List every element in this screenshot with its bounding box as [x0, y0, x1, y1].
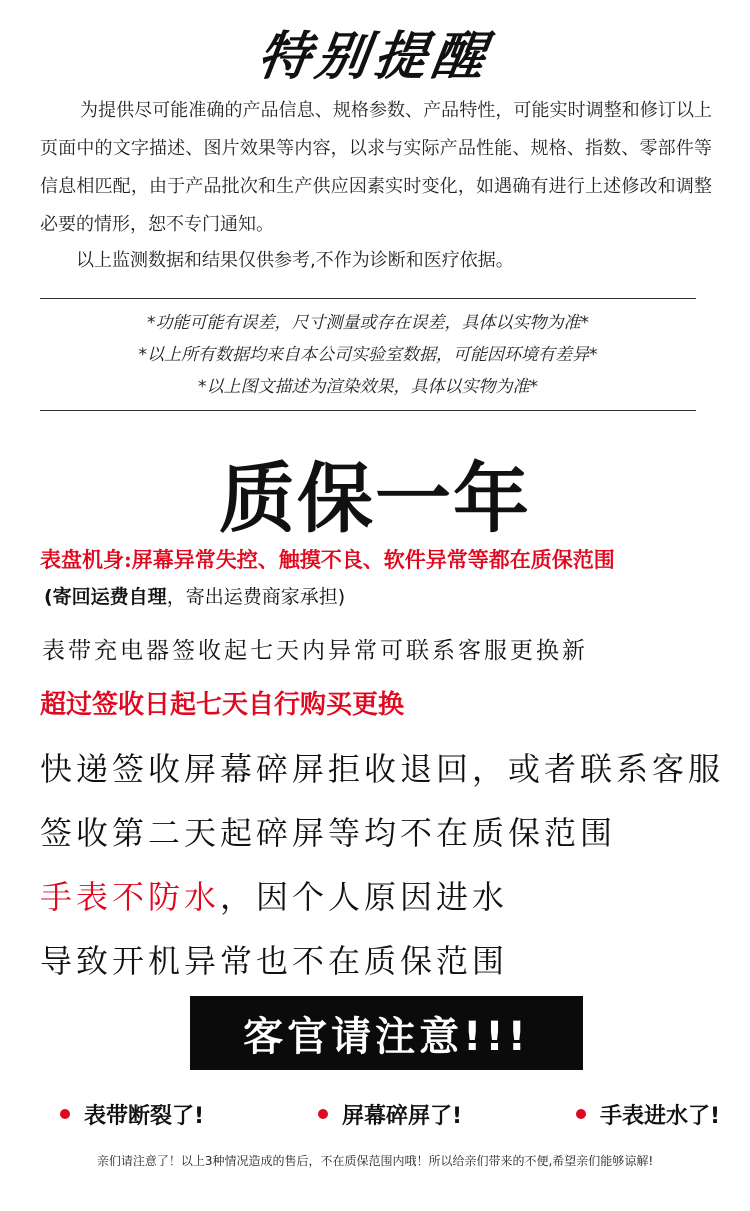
after-sales-footnote: 亲们请注意了！以上3种情况造成的售后，不在质保范围内哦！所以给亲们带来的不便,希望亲们能够谅解!	[96, 1154, 654, 1168]
divider-top	[40, 298, 696, 299]
boot-abnormal-line: 导致开机异常也不在质保范围	[40, 942, 509, 980]
exclusion-item-screen	[318, 1099, 462, 1130]
exclusion-item-water	[576, 1099, 720, 1130]
exclusion-label: 表带断裂了!	[84, 1103, 205, 1129]
attention-banner-text: 客官请注意!!!	[243, 1013, 530, 1060]
bullet-dot-icon	[318, 1109, 328, 1119]
disclaimer-line-1: *功能可能有误差，尺寸测量或存在误差，具体以实物为准*	[147, 313, 589, 333]
over-seven-days-note: 超过签收日起七天自行购买更换	[40, 690, 405, 720]
exclusion-list	[60, 1096, 720, 1132]
strap-charger-exchange: 表带充电器签收起七天内异常可联系客服更换新	[42, 638, 588, 664]
warranty-body-coverage: 表盘机身:屏幕异常失控、触摸不良、软件异常等都在质保范围	[40, 547, 615, 572]
notice-paragraph: 为提供尽可能准确的产品信息、规格参数、产品特性，可能实时调整和修订以上页面中的文字描述、图片效果等内容，以求与实际产品性能、规格、指数、零部件等信息相匹配，由于产品批次和生产供应因素实时变化，如遇确有进行上述修改和调整必要的情形，恕不专门通知。	[40, 100, 712, 235]
notice-title: 特别提醒	[253, 27, 495, 87]
bullet-dot-icon	[60, 1109, 70, 1119]
disclaimer-line-2: *以上所有数据均来自本公司实验室数据，可能因环境有差异*	[138, 345, 598, 365]
not-waterproof-warning: 手表不防水	[40, 878, 221, 916]
courier-cracked-screen-line: 快递签收屏幕碎屏拒收退回，或者联系客服	[40, 750, 725, 788]
exclusion-item-strap	[60, 1099, 204, 1130]
attention-banner	[190, 996, 583, 1070]
shipping-send-cost: ，寄出运费商家承担)	[166, 586, 346, 608]
exclusion-label: 手表进水了!	[599, 1103, 720, 1129]
not-waterproof-line	[40, 872, 740, 918]
notice-paragraph-reference: 以上监测数据和结果仅供参考,不作为诊断和医疗依据。	[76, 250, 514, 271]
water-ingress-cause: ，因个人原因进水	[220, 878, 509, 916]
shipping-return-cost: (寄回运费自理	[44, 586, 167, 608]
warranty-title: 质保一年	[219, 454, 531, 543]
exclusion-label: 屏幕碎屏了!	[341, 1103, 463, 1129]
shipping-cost-note	[44, 582, 744, 609]
disclaimer-line-3: *以上图文描述为渲染效果，具体以实物为准*	[198, 377, 538, 397]
divider-bottom	[40, 410, 696, 411]
second-day-cracked-line: 签收第二天起碎屏等均不在质保范围	[40, 814, 617, 852]
bullet-dot-icon	[576, 1109, 586, 1119]
